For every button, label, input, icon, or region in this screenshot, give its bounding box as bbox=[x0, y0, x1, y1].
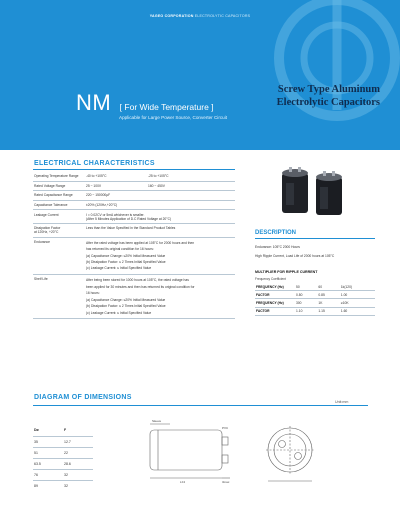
electrical-table bbox=[33, 172, 235, 319]
diagram-label-sleeve: Sleeve bbox=[152, 419, 162, 423]
multiplier-table bbox=[255, 283, 375, 316]
series-title bbox=[76, 90, 214, 116]
logo-watermark-icon bbox=[0, 0, 400, 150]
table-row: FREQUENCY (Hz) 300 1K ≥10K bbox=[255, 299, 375, 307]
table-row: 35 12.7 bbox=[33, 437, 93, 448]
table-row: Capacitance Tolerance ±20% (120Hz,+20°C) bbox=[33, 200, 235, 210]
table-row: Endurance After the rated voltage has been applied at 105°C for 2000 hours and then has returned its original condition for 16 hours: (a) Capacitance Change: ≤20% Initial Measured Value (b) Dissipation Factor: ≤ 2 Times Initial Specified Value (c) Leakage Current: ≤ Initial Specified Value bbox=[33, 237, 235, 275]
diagram-label-length: L±4 bbox=[180, 480, 185, 484]
series-subtitle: [ For Wide Temperature ] bbox=[119, 102, 214, 112]
dimensions-title: DIAGRAM OF DIMENSIONS bbox=[34, 394, 132, 401]
table-row: Rated Capacitance Range 220 ~ 150000µF bbox=[33, 191, 235, 201]
description-line2: High Ripple Current, Load Life of 2000 hours at 105°C bbox=[255, 254, 335, 258]
table-row: FREQUENCY (Hz) 50 60 1k(120) bbox=[255, 283, 375, 291]
product-title-line2: Electrolytic Capacitors bbox=[276, 97, 380, 108]
multiplier-subtitle: Frequency Coefficient bbox=[255, 277, 286, 281]
table-header: Dø F bbox=[34, 428, 67, 432]
multiplier-title: MULTIPLIER FOR RIPPLE CURRENT bbox=[255, 270, 318, 274]
diagram-label-max: 3max bbox=[222, 480, 230, 484]
table-row: 76 32 bbox=[33, 470, 93, 481]
divider bbox=[255, 238, 375, 239]
applicable-text: Applicable for Large Power Source, Converter Circuit bbox=[119, 115, 228, 120]
table-row: Operating Temperature Range -40 to +105°C -25 to +105°C bbox=[33, 172, 235, 181]
table-row: Leakage Current I = 0.02CV or 5mA whichever is smaller. (After 5 Minutes Application of D.C Rated Voltage at 20°C) bbox=[33, 210, 235, 224]
table-row: FACTOR 0.80 0.85 1.00 bbox=[255, 291, 375, 299]
divider bbox=[33, 169, 235, 170]
table-row: 63.5 28.6 bbox=[33, 459, 93, 470]
dimension-diagram bbox=[130, 415, 370, 490]
product-title-line1: Screw Type Aluminum bbox=[277, 84, 380, 95]
table-row: Dissipation Factor at 120Hz, +20°C Less than the Value Specified in the Standard Product Tables bbox=[33, 223, 235, 237]
table-row: FACTOR 1.10 1.15 1.60 bbox=[255, 307, 375, 315]
description-line1: Endurance: 105°C 2000 Hours bbox=[255, 245, 300, 249]
table-row: 89 32 bbox=[33, 481, 93, 492]
header-banner bbox=[0, 0, 400, 150]
table-row: Rated Voltage Range 25 ~ 100V 160 ~ 450V bbox=[33, 181, 235, 191]
dimensions-table bbox=[33, 428, 93, 491]
series-name: NM bbox=[76, 90, 112, 115]
table-row: 51 22 bbox=[33, 448, 93, 459]
diagram-label-pvc: PVC bbox=[222, 426, 229, 430]
units-label: Unit:mm bbox=[335, 400, 349, 404]
product-photo bbox=[256, 163, 374, 219]
description-title: DESCRIPTION bbox=[255, 230, 297, 236]
table-row: Shelf Life After being been stored for 1000 hours at 105°C, the rated voltage has been applied for 30 minutes and then has returned its original condition for 16 hours: (a) Capacitance Change: ≤20% Initial Measured Value (b) Dissipation Factor: ≤ 2 Times Initial Specified Value (c) Leakage Current: ≤ Initial Specified Value bbox=[33, 275, 235, 319]
electrical-title: ELECTRICAL CHARACTERISTICS bbox=[34, 160, 155, 167]
divider bbox=[33, 405, 368, 406]
company-line: YAGEO CORPORATION ELECTROLYTIC CAPACITORS bbox=[149, 14, 251, 18]
